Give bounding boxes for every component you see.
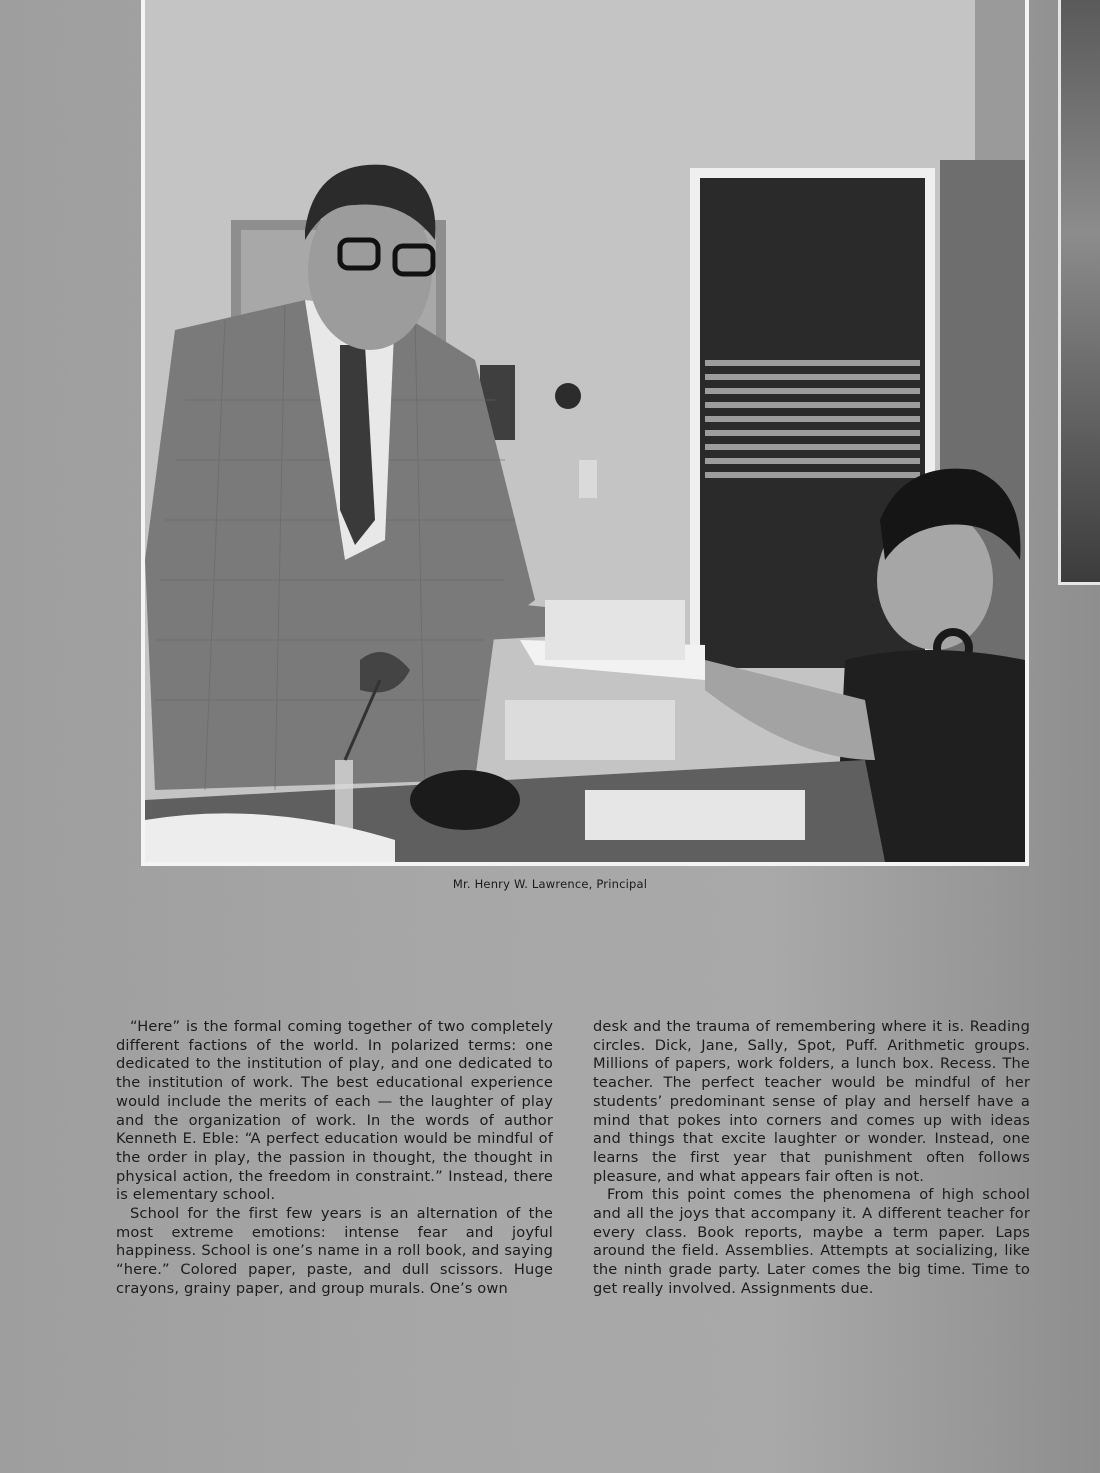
article-paragraph: “Here” is the formal coming together of two completely different factions of the world. In polarized terms: one dedicated to the institution of play, and one dedicated to the institution of work. The best educational experience would include the merits of each — the laughter of play and the organization of work. In the words of author Kenneth E. Eble: “A perfect education would be mindful of the order in play, the passion in thought, the thought in physical action, the freedom in constraint.” Instead, there is elementary school.	[116, 1018, 553, 1204]
adjacent-photo-edge	[1058, 0, 1100, 585]
principal-photo	[145, 0, 1025, 862]
photo-caption: Mr. Henry W. Lawrence, Principal	[452, 877, 648, 891]
article-paragraph: From this point comes the phenomena of high school and all the joys that accompany it. A different teacher for every class. Book reports, maybe a term paper. Laps around the field. Assemblies. Attempts at socializing, like the ninth grade party. Later comes the big time. Time to get really involved. Assignments due.	[593, 1186, 1030, 1297]
article-paragraph: School for the first few years is an alternation of the most extreme emotions: intense fear and joyful happiness. School is one’s name in a roll book, and saying “here.” Colored paper, paste, and dull scissors. Huge crayons, grainy paper, and group murals. One’s own	[116, 1205, 553, 1297]
principal-photo-frame	[141, 0, 1029, 866]
office-scene-illustration	[145, 0, 1025, 862]
article-right-column	[593, 1018, 1030, 1299]
article-left-column	[116, 1018, 553, 1299]
article-paragraph: desk and the trauma of remembering where it is. Reading circles. Dick, Jane, Sally, Spot, Puff. Arithmetic groups. Millions of papers, work folders, a lunch box. Recess. The teacher. The perfect teacher would be mindful of her students’ predominant sense of play and herself have a mind that pokes into corners and comes up with ideas and things that excite laughter or wonder. Instead, one learns the first year that punishment often follows pleasure, and what appears fair often is not.	[593, 1018, 1030, 1185]
